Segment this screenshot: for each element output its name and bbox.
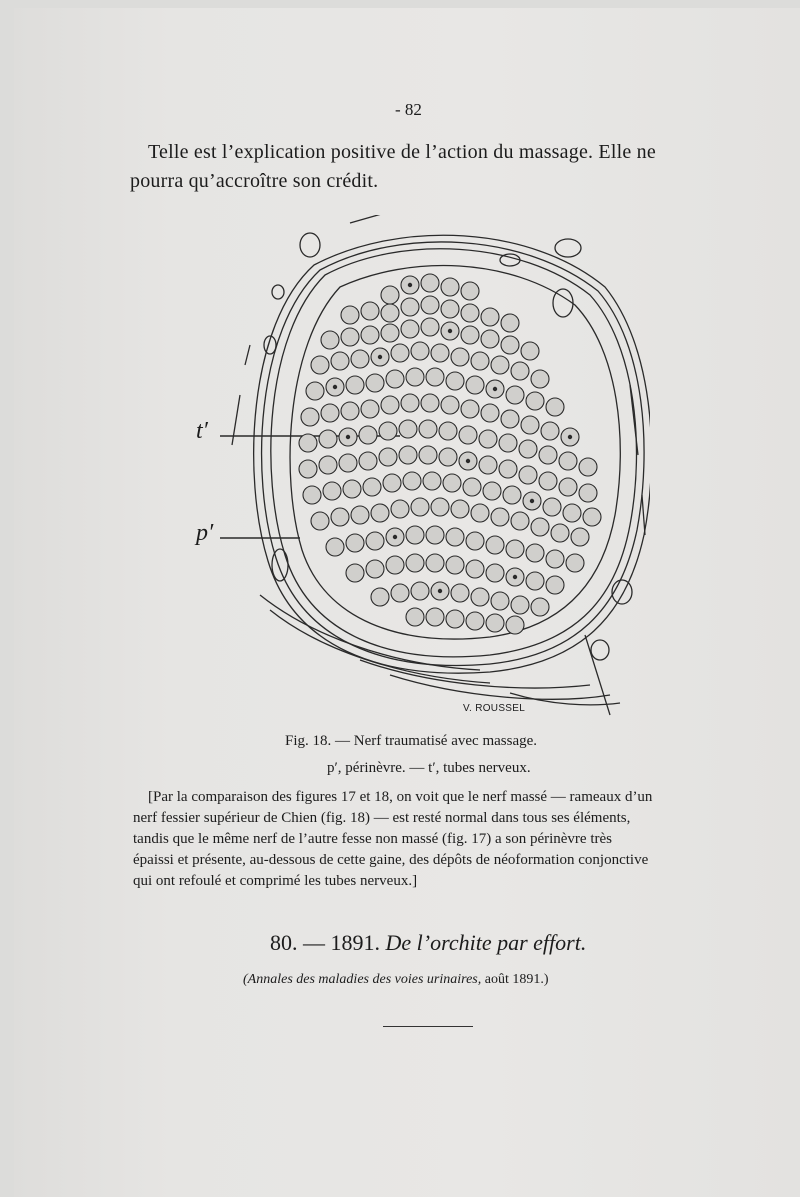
intro-line-2: pourra qu’accroître son crédit. xyxy=(130,170,379,192)
entry-title: De l’orchite par effort. xyxy=(385,930,587,955)
figure-caption-line-2: p′, périnèvre. — t′, tubes nerveux. xyxy=(327,760,531,776)
section-divider xyxy=(383,1026,473,1027)
note-line: épaissi et présente, au-dessous de cette gaine, des dépôts de néoformation conjonctive xyxy=(133,852,649,868)
note-line: qui ont refoulé et comprimé les tubes nerveux.] xyxy=(133,873,418,889)
page-number: - 82 xyxy=(395,100,422,119)
note-line: tandis que le même nerf de l’autre fesse non massé (fig. 17) a son périnèvre très xyxy=(133,831,612,847)
figure-caption-line-1: Fig. 18. — Nerf traumatisé avec massage. xyxy=(285,733,538,749)
nerve-illustration xyxy=(190,215,650,720)
entry-source-date: août 1891.) xyxy=(484,972,549,987)
intro-line-1: Telle est l’explication positive de l’action du massage. Elle ne xyxy=(148,141,656,163)
entry-source-journal: (Annales des maladies des voies urinaires, xyxy=(243,972,482,987)
label-p-prime: p′ xyxy=(196,520,214,546)
entry-heading xyxy=(270,930,586,956)
note-line: nerf fessier supérieur de Chien (fig. 18) — est resté normal dans tous ses éléments, xyxy=(133,810,631,826)
entry-source xyxy=(243,972,549,988)
label-t-prime: t′ xyxy=(196,418,208,444)
entry-number-year: 80. — 1891. xyxy=(270,930,380,955)
illustrator-signature: V. ROUSSEL xyxy=(463,703,526,714)
note-line: [Par la comparaison des figures 17 et 18, on voit que le nerf massé — rameaux d’un xyxy=(148,789,653,805)
